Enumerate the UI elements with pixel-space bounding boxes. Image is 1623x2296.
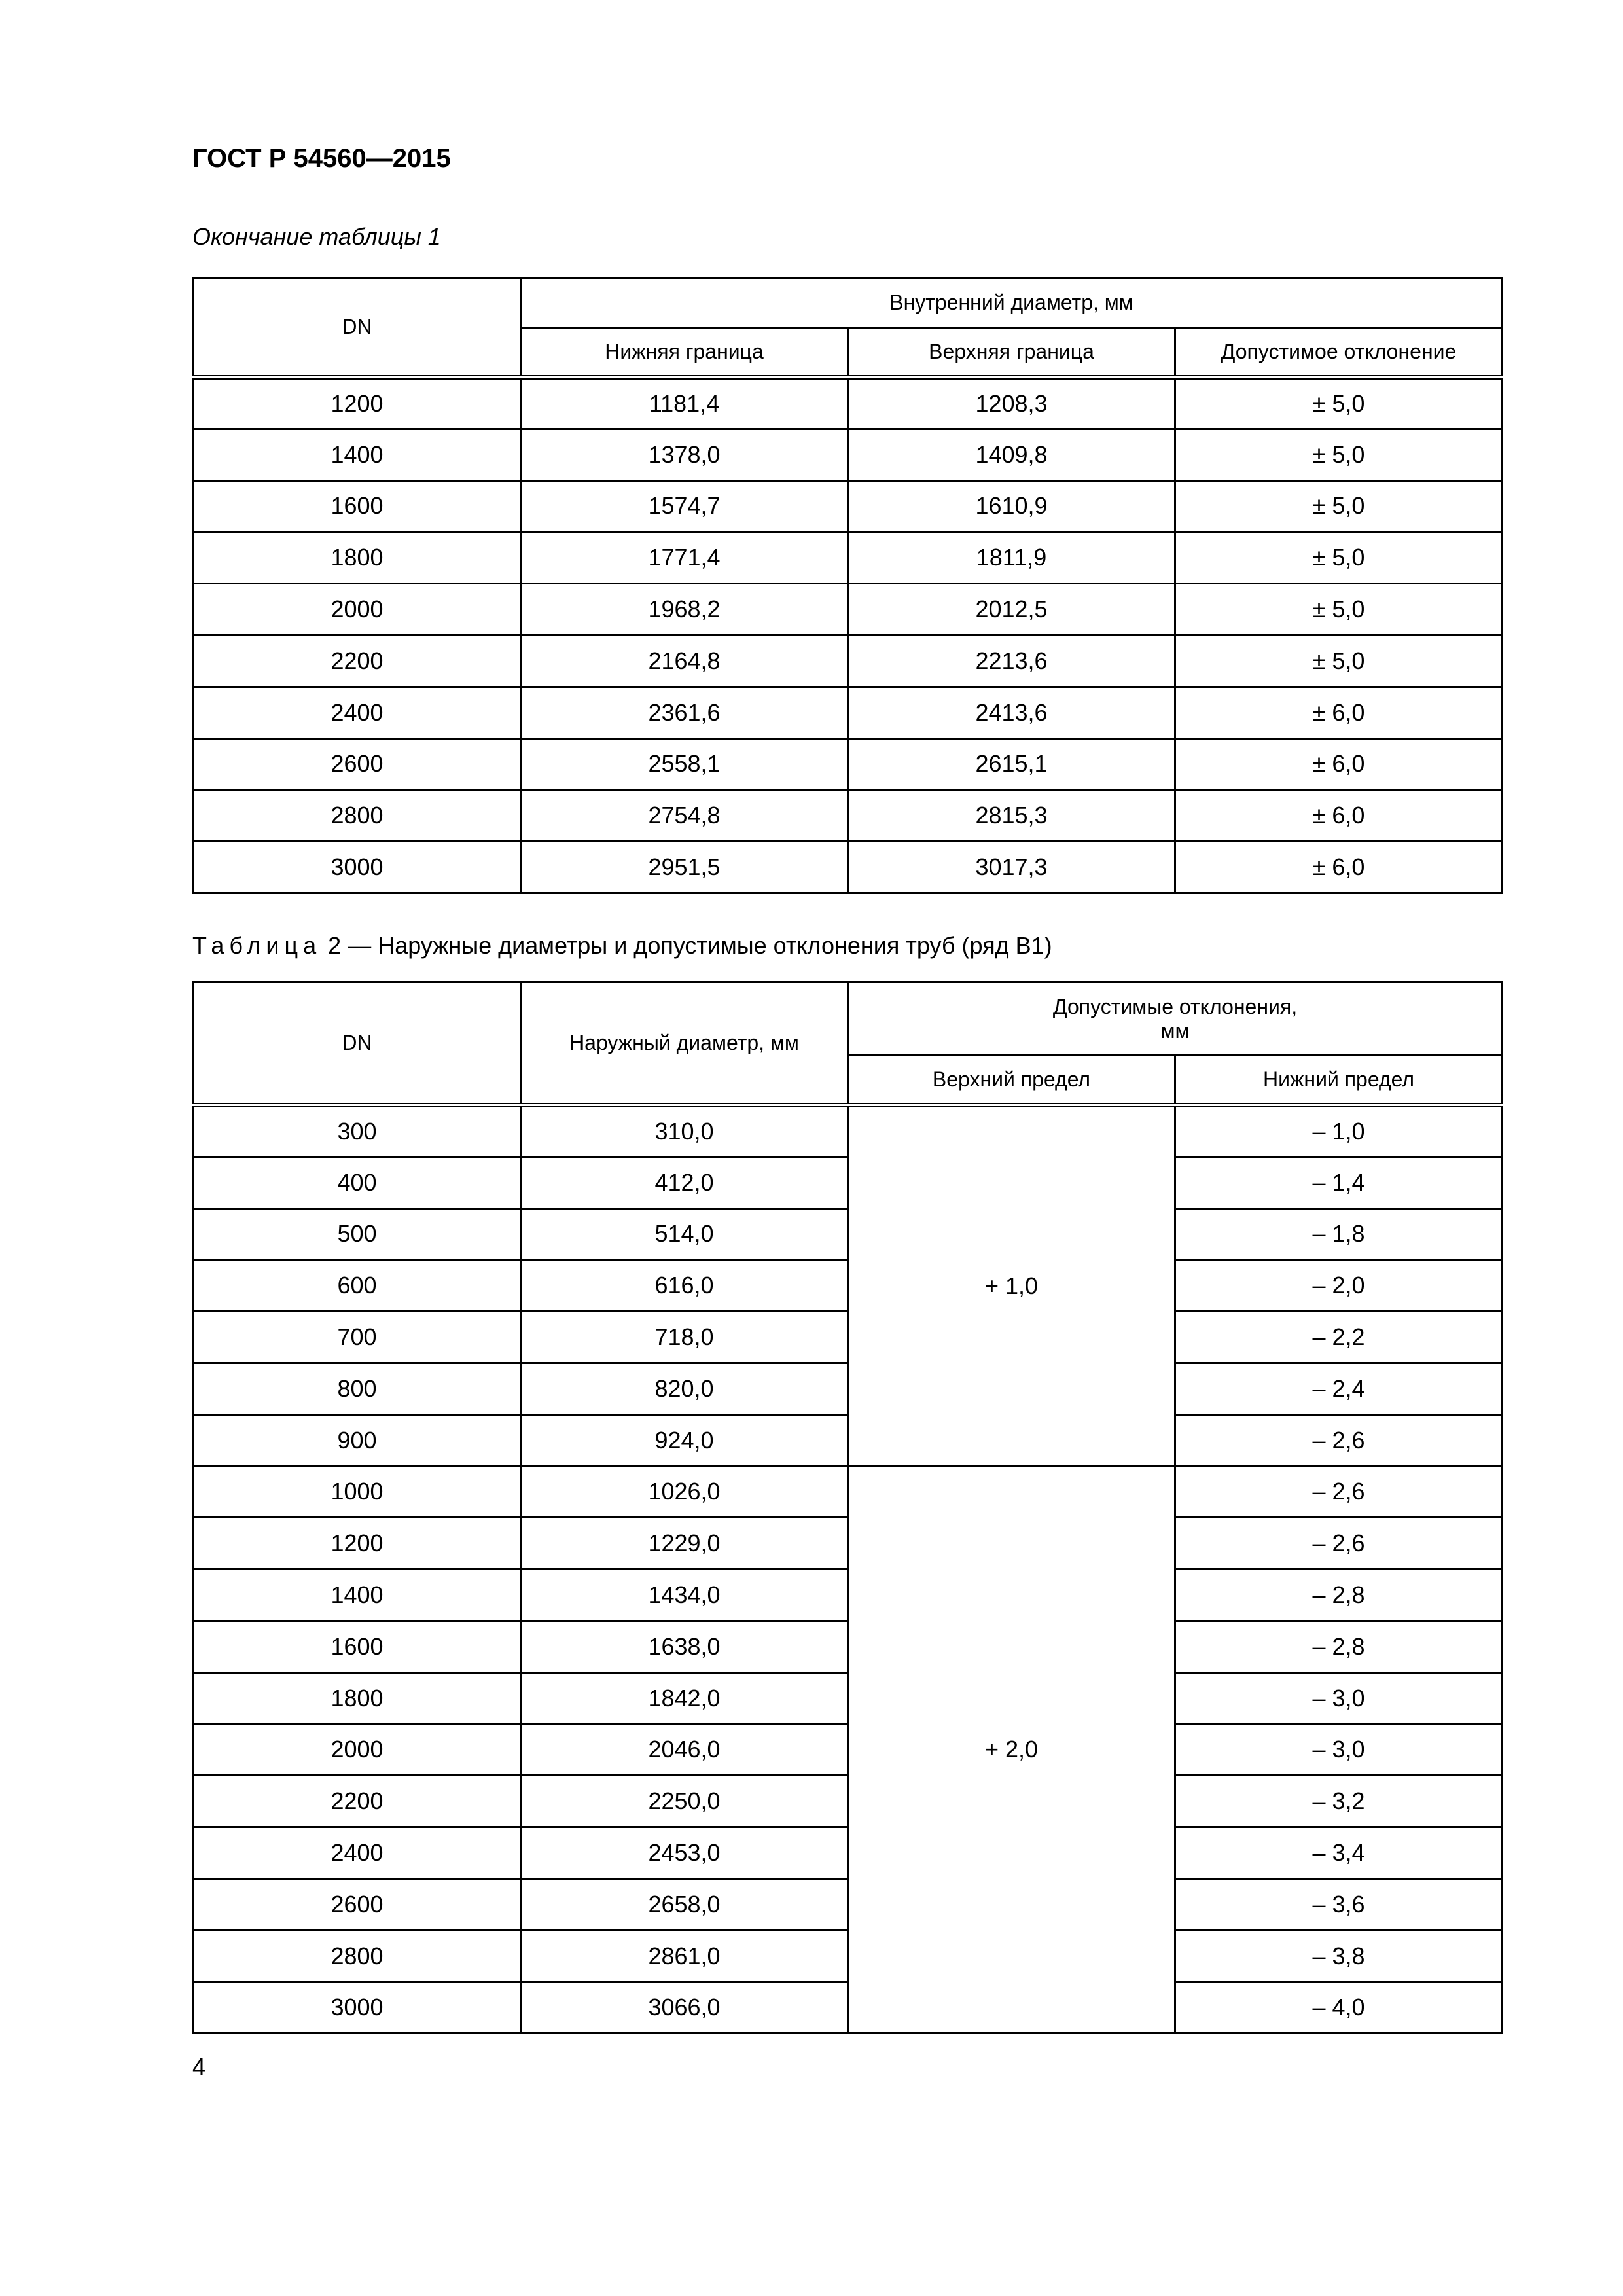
table2-outer-diameter-cell: 820,0 xyxy=(521,1363,848,1414)
table2-outer-diameter-cell: 2453,0 xyxy=(521,1827,848,1879)
table2 xyxy=(192,981,1503,2034)
table1-tolerance-cell: ± 6,0 xyxy=(1175,842,1503,893)
table2-header-tolerances-label: Допустимые отклонения, xyxy=(1052,994,1298,1018)
table2-outer-diameter-cell: 718,0 xyxy=(521,1312,848,1363)
table1-dn-cell: 1200 xyxy=(194,378,521,429)
table1-dn-cell: 2600 xyxy=(194,738,521,790)
table2-lower-limit-cell: – 3,4 xyxy=(1175,1827,1503,1879)
table1-lower-bound-cell: 1968,2 xyxy=(521,584,848,636)
table1-tolerance-cell: ± 5,0 xyxy=(1175,429,1503,480)
table-row xyxy=(194,842,1503,893)
table2-upper-limit-cell: + 1,0 xyxy=(848,1105,1175,1467)
table2-outer-diameter-cell: 1026,0 xyxy=(521,1466,848,1518)
table2-header-upper-limit: Верхний предел xyxy=(848,1056,1175,1105)
table2-lower-limit-cell: – 2,4 xyxy=(1175,1363,1503,1414)
table1-upper-bound-cell: 1610,9 xyxy=(848,480,1175,532)
table2-lower-limit-cell: – 2,6 xyxy=(1175,1518,1503,1570)
table2-outer-diameter-cell: 514,0 xyxy=(521,1208,848,1260)
table-row xyxy=(194,635,1503,687)
table2-header-tolerances-unit: мм xyxy=(1160,1018,1190,1043)
table1 xyxy=(192,277,1503,894)
table1-upper-bound-cell: 2213,6 xyxy=(848,635,1175,687)
table2-outer-diameter-cell: 616,0 xyxy=(521,1260,848,1312)
table2-lower-limit-cell: – 2,8 xyxy=(1175,1621,1503,1672)
table2-lower-limit-cell: – 3,6 xyxy=(1175,1878,1503,1930)
table1-dn-cell: 2400 xyxy=(194,687,521,738)
table1-tolerance-cell: ± 5,0 xyxy=(1175,584,1503,636)
table2-lower-limit-cell: – 2,0 xyxy=(1175,1260,1503,1312)
table1-tolerance-cell: ± 5,0 xyxy=(1175,378,1503,429)
table1-tolerance-cell: ± 5,0 xyxy=(1175,480,1503,532)
table2-dn-cell: 1400 xyxy=(194,1570,521,1621)
table2-dn-cell: 2000 xyxy=(194,1724,521,1776)
table2-dn-cell: 2800 xyxy=(194,1930,521,1982)
table-row xyxy=(194,687,1503,738)
table-row xyxy=(194,1105,1503,1157)
table2-dn-cell: 700 xyxy=(194,1312,521,1363)
table1-lower-bound-cell: 1378,0 xyxy=(521,429,848,480)
table1-upper-bound-cell: 3017,3 xyxy=(848,842,1175,893)
document-header: ГОСТ Р 54560—2015 xyxy=(192,144,451,173)
table2-lower-limit-cell: – 1,4 xyxy=(1175,1157,1503,1208)
table2-dn-cell: 1200 xyxy=(194,1518,521,1570)
table2-lower-limit-cell: – 2,8 xyxy=(1175,1570,1503,1621)
table2-lower-limit-cell: – 3,2 xyxy=(1175,1776,1503,1827)
table1-tolerance-cell: ± 6,0 xyxy=(1175,738,1503,790)
table2-outer-diameter-cell: 3066,0 xyxy=(521,1982,848,2034)
table2-dn-cell: 400 xyxy=(194,1157,521,1208)
table2-header-tolerances xyxy=(848,982,1503,1056)
table1-header-upper-bound: Верхняя граница xyxy=(848,328,1175,378)
table1-header-lower-bound: Нижняя граница xyxy=(521,328,848,378)
table-row xyxy=(194,738,1503,790)
table2-lower-limit-cell: – 1,0 xyxy=(1175,1105,1503,1157)
table2-lower-limit-cell: – 3,8 xyxy=(1175,1930,1503,1982)
table1-upper-bound-cell: 2012,5 xyxy=(848,584,1175,636)
table2-header-outer-diameter: Наружный диаметр, мм xyxy=(521,982,848,1105)
table2-outer-diameter-cell: 2250,0 xyxy=(521,1776,848,1827)
table1-dn-cell: 2800 xyxy=(194,790,521,842)
table2-dn-cell: 900 xyxy=(194,1414,521,1466)
table2-upper-limit-cell: + 2,0 xyxy=(848,1466,1175,2034)
table2-dn-cell: 2600 xyxy=(194,1878,521,1930)
table1-upper-bound-cell: 2815,3 xyxy=(848,790,1175,842)
table2-dn-cell: 1000 xyxy=(194,1466,521,1518)
table1-caption: Окончание таблицы 1 xyxy=(192,223,441,250)
table2-caption xyxy=(192,934,1052,958)
table2-header-lower-limit: Нижний предел xyxy=(1175,1056,1503,1105)
table1-dn-cell: 1800 xyxy=(194,532,521,584)
table2-outer-diameter-cell: 1229,0 xyxy=(521,1518,848,1570)
table2-outer-diameter-cell: 1434,0 xyxy=(521,1570,848,1621)
table2-lower-limit-cell: – 3,0 xyxy=(1175,1672,1503,1724)
table2-caption-text: 2 — Наружные диаметры и допустимые отклонения труб (ряд В1) xyxy=(328,932,1052,959)
table1-upper-bound-cell: 2413,6 xyxy=(848,687,1175,738)
table1-dn-cell: 1400 xyxy=(194,429,521,480)
table2-lower-limit-cell: – 4,0 xyxy=(1175,1982,1503,2034)
table1-upper-bound-cell: 2615,1 xyxy=(848,738,1175,790)
table2-dn-cell: 800 xyxy=(194,1363,521,1414)
table2-outer-diameter-cell: 2861,0 xyxy=(521,1930,848,1982)
table2-dn-cell: 300 xyxy=(194,1105,521,1157)
table2-dn-cell: 500 xyxy=(194,1208,521,1260)
table1-tolerance-cell: ± 5,0 xyxy=(1175,635,1503,687)
table1-header-tolerance: Допустимое отклонение xyxy=(1175,328,1503,378)
table1-header-dn: DN xyxy=(194,278,521,378)
table1-dn-cell: 1600 xyxy=(194,480,521,532)
table2-header-dn: DN xyxy=(194,982,521,1105)
table1-upper-bound-cell: 1409,8 xyxy=(848,429,1175,480)
table2-outer-diameter-cell: 310,0 xyxy=(521,1105,848,1157)
table2-lower-limit-cell: – 1,8 xyxy=(1175,1208,1503,1260)
table-row xyxy=(194,378,1503,429)
table1-upper-bound-cell: 1208,3 xyxy=(848,378,1175,429)
table1-lower-bound-cell: 1181,4 xyxy=(521,378,848,429)
table1-dn-cell: 2200 xyxy=(194,635,521,687)
table1-tolerance-cell: ± 6,0 xyxy=(1175,790,1503,842)
table1-lower-bound-cell: 2558,1 xyxy=(521,738,848,790)
table2-outer-diameter-cell: 2658,0 xyxy=(521,1878,848,1930)
table2-caption-label: Таблица xyxy=(192,932,322,959)
table2-lower-limit-cell: – 2,6 xyxy=(1175,1466,1503,1518)
table1-tolerance-cell: ± 5,0 xyxy=(1175,532,1503,584)
table2-outer-diameter-cell: 924,0 xyxy=(521,1414,848,1466)
table2-dn-cell: 1600 xyxy=(194,1621,521,1672)
table1-tolerance-cell: ± 6,0 xyxy=(1175,687,1503,738)
table2-outer-diameter-cell: 1638,0 xyxy=(521,1621,848,1672)
table1-lower-bound-cell: 2164,8 xyxy=(521,635,848,687)
table1-lower-bound-cell: 1574,7 xyxy=(521,480,848,532)
table-row xyxy=(194,1466,1503,1518)
table2-dn-cell: 3000 xyxy=(194,1982,521,2034)
table2-lower-limit-cell: – 2,6 xyxy=(1175,1414,1503,1466)
table2-outer-diameter-cell: 2046,0 xyxy=(521,1724,848,1776)
table1-lower-bound-cell: 2951,5 xyxy=(521,842,848,893)
table2-dn-cell: 2400 xyxy=(194,1827,521,1879)
page-number: 4 xyxy=(192,2053,206,2080)
table2-lower-limit-cell: – 3,0 xyxy=(1175,1724,1503,1776)
table1-dn-cell: 3000 xyxy=(194,842,521,893)
table-row xyxy=(194,429,1503,480)
table1-lower-bound-cell: 2754,8 xyxy=(521,790,848,842)
table2-lower-limit-cell: – 2,2 xyxy=(1175,1312,1503,1363)
table1-upper-bound-cell: 1811,9 xyxy=(848,532,1175,584)
table1-lower-bound-cell: 2361,6 xyxy=(521,687,848,738)
table1-lower-bound-cell: 1771,4 xyxy=(521,532,848,584)
table1-dn-cell: 2000 xyxy=(194,584,521,636)
table2-outer-diameter-cell: 412,0 xyxy=(521,1157,848,1208)
table2-outer-diameter-cell: 1842,0 xyxy=(521,1672,848,1724)
table2-dn-cell: 600 xyxy=(194,1260,521,1312)
table2-dn-cell: 1800 xyxy=(194,1672,521,1724)
table-row xyxy=(194,584,1503,636)
table-row xyxy=(194,532,1503,584)
table-row xyxy=(194,790,1503,842)
table-row xyxy=(194,480,1503,532)
table1-header-inner-diameter: Внутренний диаметр, мм xyxy=(521,278,1503,328)
table2-dn-cell: 2200 xyxy=(194,1776,521,1827)
